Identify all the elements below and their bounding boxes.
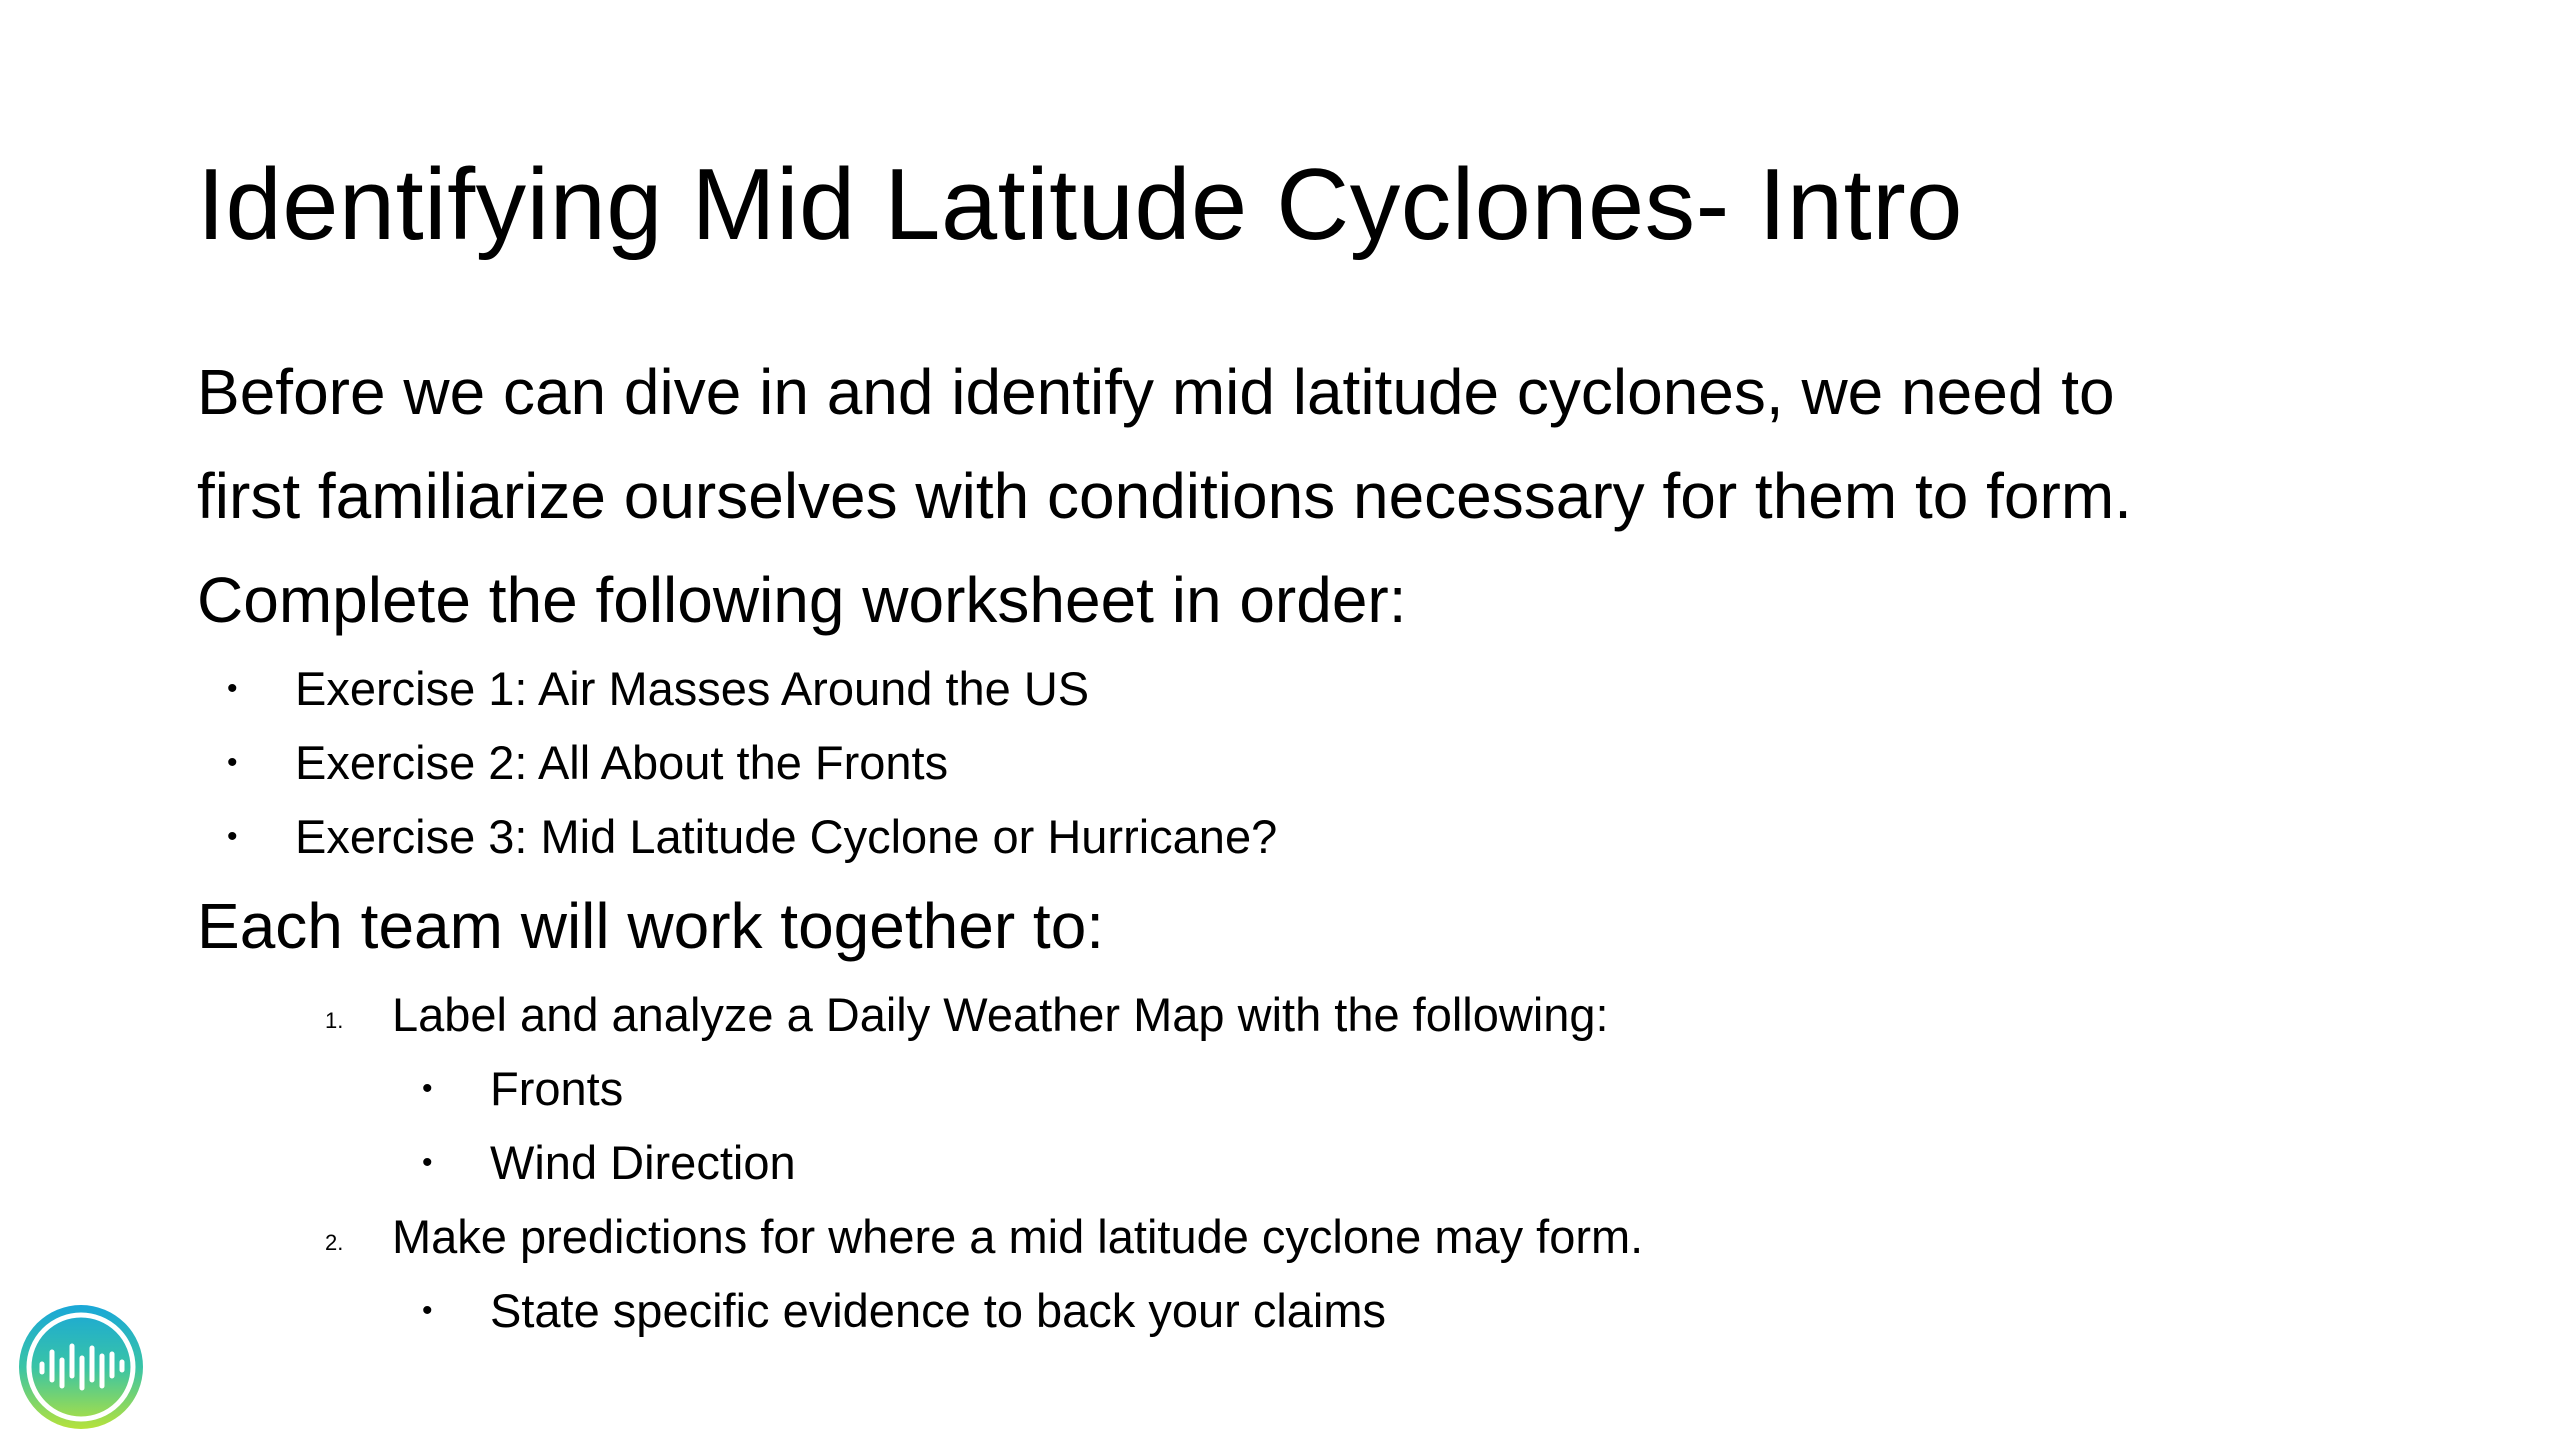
exercise-list	[197, 652, 2447, 874]
list-item	[392, 1274, 2447, 1348]
bullet-marker: •	[422, 1294, 433, 1327]
exercise-3-text: Exercise 3: Mid Latitude Cyclone or Hurricane?	[295, 810, 1278, 863]
intro-line-1: Before we can dive in and identify mid latitude cyclones, we need to	[197, 356, 2115, 428]
task-list	[197, 978, 2447, 1348]
slide-title: Identifying Mid Latitude Cyclones- Intro	[197, 149, 1963, 261]
intro-line-2: first familiarize ourselves with conditions necessary for them to form.	[197, 460, 2132, 532]
bullet-marker: •	[422, 1146, 433, 1179]
task-number: 2.	[325, 1230, 344, 1255]
exercise-2-text: Exercise 2: All About the Fronts	[295, 736, 949, 789]
list-item	[392, 1126, 2447, 1200]
task-2-sublist	[392, 1274, 2447, 1348]
exercise-1-text: Exercise 1: Air Masses Around the US	[295, 662, 1090, 715]
list-item	[197, 652, 2447, 726]
worksheet-heading: Complete the following worksheet in order:	[197, 564, 1407, 636]
sub-item-fronts: Fronts	[490, 1062, 624, 1115]
list-item	[392, 1052, 2447, 1126]
task-1-text: Label and analyze a Daily Weather Map with the following:	[392, 988, 1609, 1041]
bullet-marker: •	[422, 1072, 433, 1105]
team-heading: Each team will work together to:	[197, 890, 1105, 962]
bullet-marker: •	[227, 820, 238, 853]
task-2-text: Make predictions for where a mid latitude cyclone may form.	[392, 1210, 1644, 1263]
task-1-sublist	[392, 1052, 2447, 1200]
bullet-marker: •	[227, 746, 238, 779]
list-item	[197, 800, 2447, 874]
task-item	[325, 978, 2447, 1200]
sub-item-evidence: State specific evidence to back your claims	[490, 1284, 1387, 1337]
list-item	[197, 726, 2447, 800]
slide-body	[197, 340, 2447, 1348]
task-number: 1.	[325, 1008, 344, 1033]
bullet-marker: •	[227, 672, 238, 705]
task-item	[325, 1200, 2447, 1348]
waveform-circle-logo-icon	[14, 1300, 148, 1434]
sub-item-wind-direction: Wind Direction	[490, 1136, 796, 1189]
